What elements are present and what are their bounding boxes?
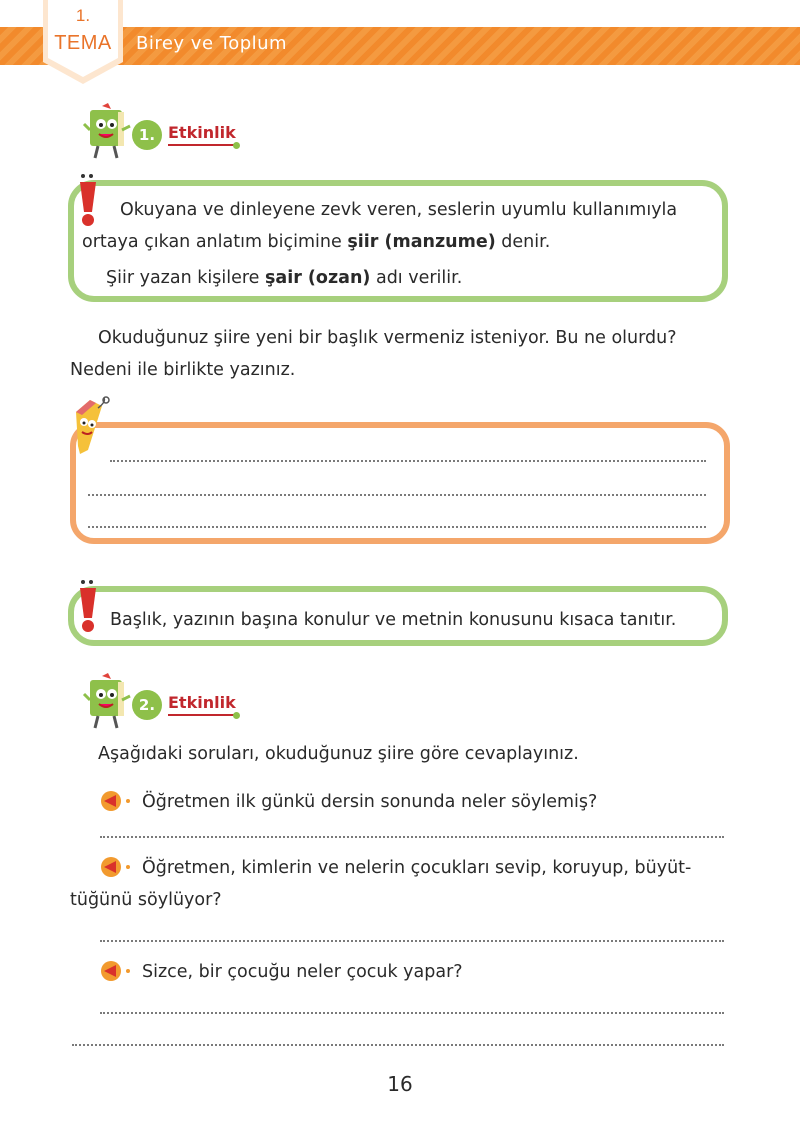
arrow-bullet-icon: [100, 960, 132, 982]
arrow-bullet-icon: [100, 790, 132, 812]
info-1-line-3: Şiir yazan kişilere şair (ozan) adı verilir.: [106, 268, 463, 288]
activity-2-header: [82, 672, 262, 732]
info-1-line-1: Okuyana ve dinleyene zevk veren, seslerin uyumlu kullanımıyla: [120, 200, 678, 220]
theme-badge: [40, 0, 126, 84]
pencil-mascot-icon: [64, 396, 114, 460]
info-1-line-2: ortaya çıkan anlatım biçimine şiir (manzume) denir.: [82, 232, 551, 252]
question-line-1: Okuduğunuz şiire yeni bir başlık vermeniz isteniyor. Bu ne olurdu?: [98, 328, 677, 348]
answer-line-2[interactable]: [88, 494, 706, 496]
book-mascot-icon: [82, 672, 132, 732]
book-mascot-icon: [82, 102, 132, 162]
term-sair: şair (ozan): [264, 268, 371, 288]
exclamation-icon: [74, 578, 104, 634]
question-2-line-1: Öğretmen, kimlerin ve nelerin çocukları sevip, koruyup, büyüt-: [142, 858, 692, 878]
activity-2-instruction: Aşağıdaki soruları, okuduğunuz şiire göre cevaplayınız.: [98, 744, 579, 764]
activity-1-number: 1.: [132, 120, 162, 150]
term-siir: şiir (manzume): [347, 232, 496, 252]
answer-line-q3b[interactable]: [72, 1044, 724, 1046]
activity-2-number: 2.: [132, 690, 162, 720]
answer-line-1[interactable]: [110, 460, 706, 462]
activity-1-header: [82, 102, 262, 162]
activity-2-label: Etkinlik: [168, 693, 236, 716]
question-3: Sizce, bir çocuğu neler çocuk yapar?: [142, 962, 463, 982]
activity-2-dot: [233, 712, 240, 719]
answer-line-q2[interactable]: [100, 940, 724, 942]
question-line-2: Nedeni ile birlikte yazınız.: [70, 360, 296, 380]
answer-line-q3a[interactable]: [100, 1012, 724, 1014]
page-number: 16: [387, 1072, 413, 1096]
activity-1-label: Etkinlik: [168, 123, 236, 146]
info-2-text: Başlık, yazının başına konulur ve metnin konusunu kısaca tanıtır.: [110, 610, 677, 630]
question-1: Öğretmen ilk günkü dersin sonunda neler söylemiş?: [142, 792, 598, 812]
theme-title: Birey ve Toplum: [136, 33, 288, 54]
theme-number: 1.: [75, 6, 91, 25]
arrow-bullet-icon: [100, 856, 132, 878]
answer-line-q1[interactable]: [100, 836, 724, 838]
answer-line-3[interactable]: [88, 526, 706, 528]
activity-1-dot: [233, 142, 240, 149]
exclamation-icon: [74, 172, 104, 228]
question-2-line-2: tüğünü söylüyor?: [70, 890, 222, 910]
theme-word: TEMA: [54, 32, 112, 54]
